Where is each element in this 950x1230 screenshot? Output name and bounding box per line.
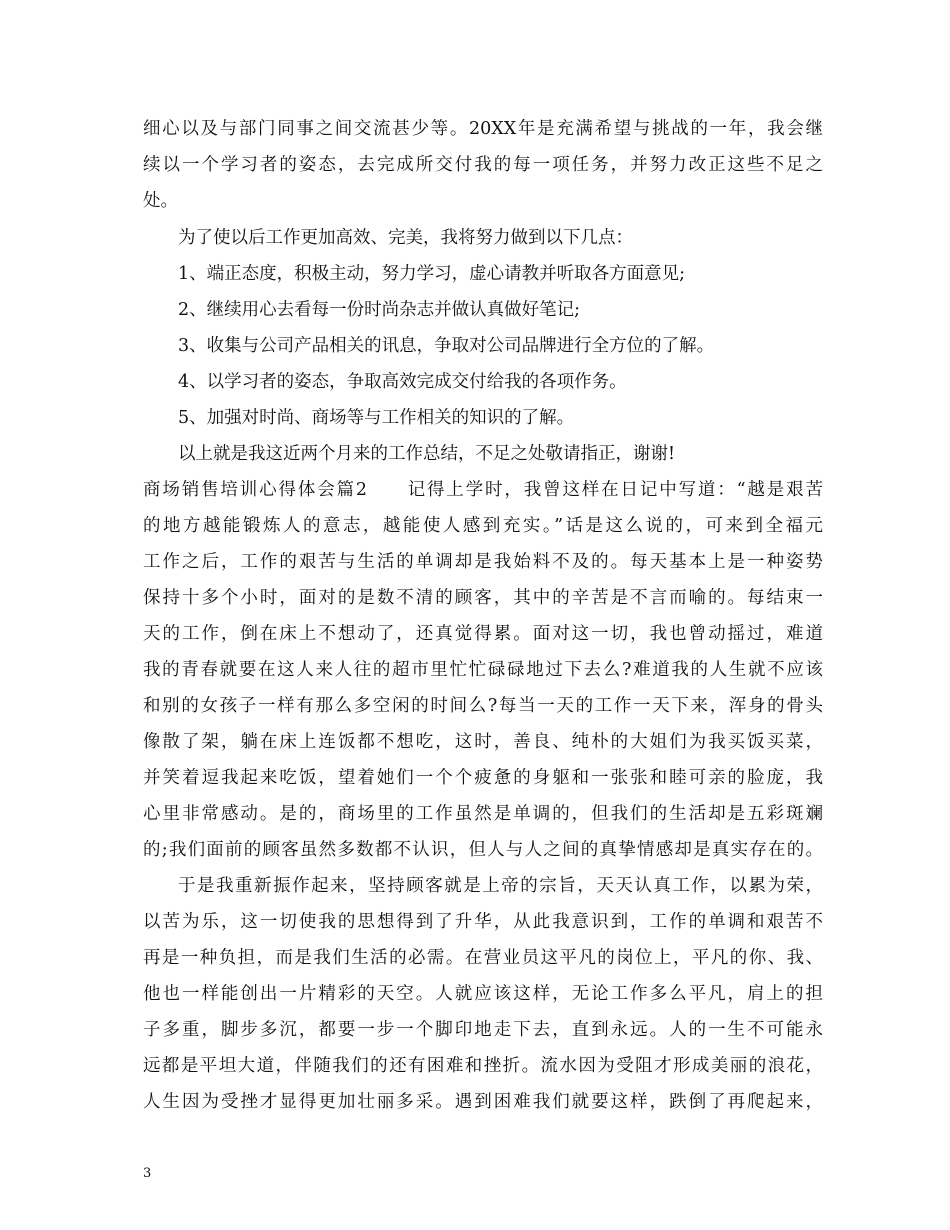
text-line: 再是一种负担，而是我们生活的必需。在营业员这平凡的岗位上，平凡的你、我、 bbox=[143, 948, 823, 968]
text-line: 我的青春就要在这人来人往的超市里忙忙碌碌地过下去么?难道我的人生就不应该 bbox=[143, 660, 823, 680]
text-line: 以苦为乐，这一切使我的思想得到了升华，从此我意识到，工作的单调和艰苦不 bbox=[143, 912, 823, 932]
list-item: 3、收集与公司产品相关的讯息，争取对公司品牌进行全方位的了解。 bbox=[178, 336, 715, 356]
list-item: 2、继续用心去看每一份时尚杂志并做认真做好笔记; bbox=[178, 300, 581, 320]
text-line: 天的工作，倒在床上不想动了，还真觉得累。面对这一切，我也曾动摇过，难道 bbox=[143, 624, 823, 644]
text-line: 和别的女孩子一样有那么多空闲的时间么?每当一天的工作一天下来，浑身的骨头 bbox=[143, 696, 823, 716]
text-line: 并笑着逗我起来吃饭，望着她们一个个疲惫的身躯和一张张和睦可亲的脸庞，我 bbox=[143, 768, 823, 788]
text-line: 的;我们面前的顾客虽然多数都不认识，但人与人之间的真挚情感却是真实存在的。 bbox=[143, 840, 823, 860]
text-line: 像散了架，躺在床上连饭都不想吃，这时，善良、纯朴的大姐们为我买饭买菜， bbox=[143, 732, 823, 752]
text-line: 的地方越能锻炼人的意志，越能使人感到充实。”话是这么说的，可来到全福元 bbox=[143, 516, 823, 536]
list-item: 5、加强对时尚、商场等与工作相关的知识的了解。 bbox=[178, 408, 575, 428]
text-line: 细心以及与部门同事之间交流甚少等。20XX年是充满希望与挑战的一年，我会继 bbox=[143, 119, 823, 139]
text-line: 以上就是我这近两个月来的工作总结，不足之处敬请指正，谢谢! bbox=[178, 444, 676, 464]
list-item: 4、以学习者的姿态，争取高效完成交付给我的各项作务。 bbox=[178, 372, 627, 392]
text-line: 工作之后，工作的艰苦与生活的单调却是我始料不及的。每天基本上是一种姿势 bbox=[143, 552, 823, 572]
text-line: 保持十多个小时，面对的是数不清的顾客，其中的辛苦是不言而喻的。每结束一 bbox=[143, 588, 823, 608]
text-line: 于是我重新振作起来，坚持顾客就是上帝的宗旨，天天认真工作，以累为荣， bbox=[178, 876, 823, 896]
text-line: 处。 bbox=[143, 191, 178, 211]
section-title-line: 商场销售培训心得体会篇2 记得上学时，我曾这样在日记中写道：“越是艰苦 bbox=[143, 480, 823, 500]
text-line: 他也一样能创出一片精彩的天空。人就应该这样，无论工作多么平凡，肩上的担 bbox=[143, 984, 823, 1004]
list-item: 1、端正态度，积极主动，努力学习，虚心请教并听取各方面意见; bbox=[178, 264, 686, 284]
text-line: 人生因为受挫才显得更加壮丽多采。遇到困难我们就要这样，跌倒了再爬起来， bbox=[143, 1092, 823, 1112]
text-line: 为了使以后工作更加高效、完美，我将努力做到以下几点： bbox=[178, 228, 633, 248]
text-line: 远都是平坦大道，伴随我们的还有困难和挫折。流水因为受阻才形成美丽的浪花， bbox=[143, 1056, 823, 1076]
text-line: 子多重，脚步多沉，都要一步一个脚印地走下去，直到永远。人的一生不可能永 bbox=[143, 1020, 823, 1040]
text-line: 续以一个学习者的姿态，去完成所交付我的每一项任务，并努力改正这些不足之 bbox=[143, 155, 823, 175]
text-line: 心里非常感动。是的，商场里的工作虽然是单调的，但我们的生活却是五彩斑斓 bbox=[143, 804, 823, 824]
page-number: 3 bbox=[143, 1166, 152, 1181]
